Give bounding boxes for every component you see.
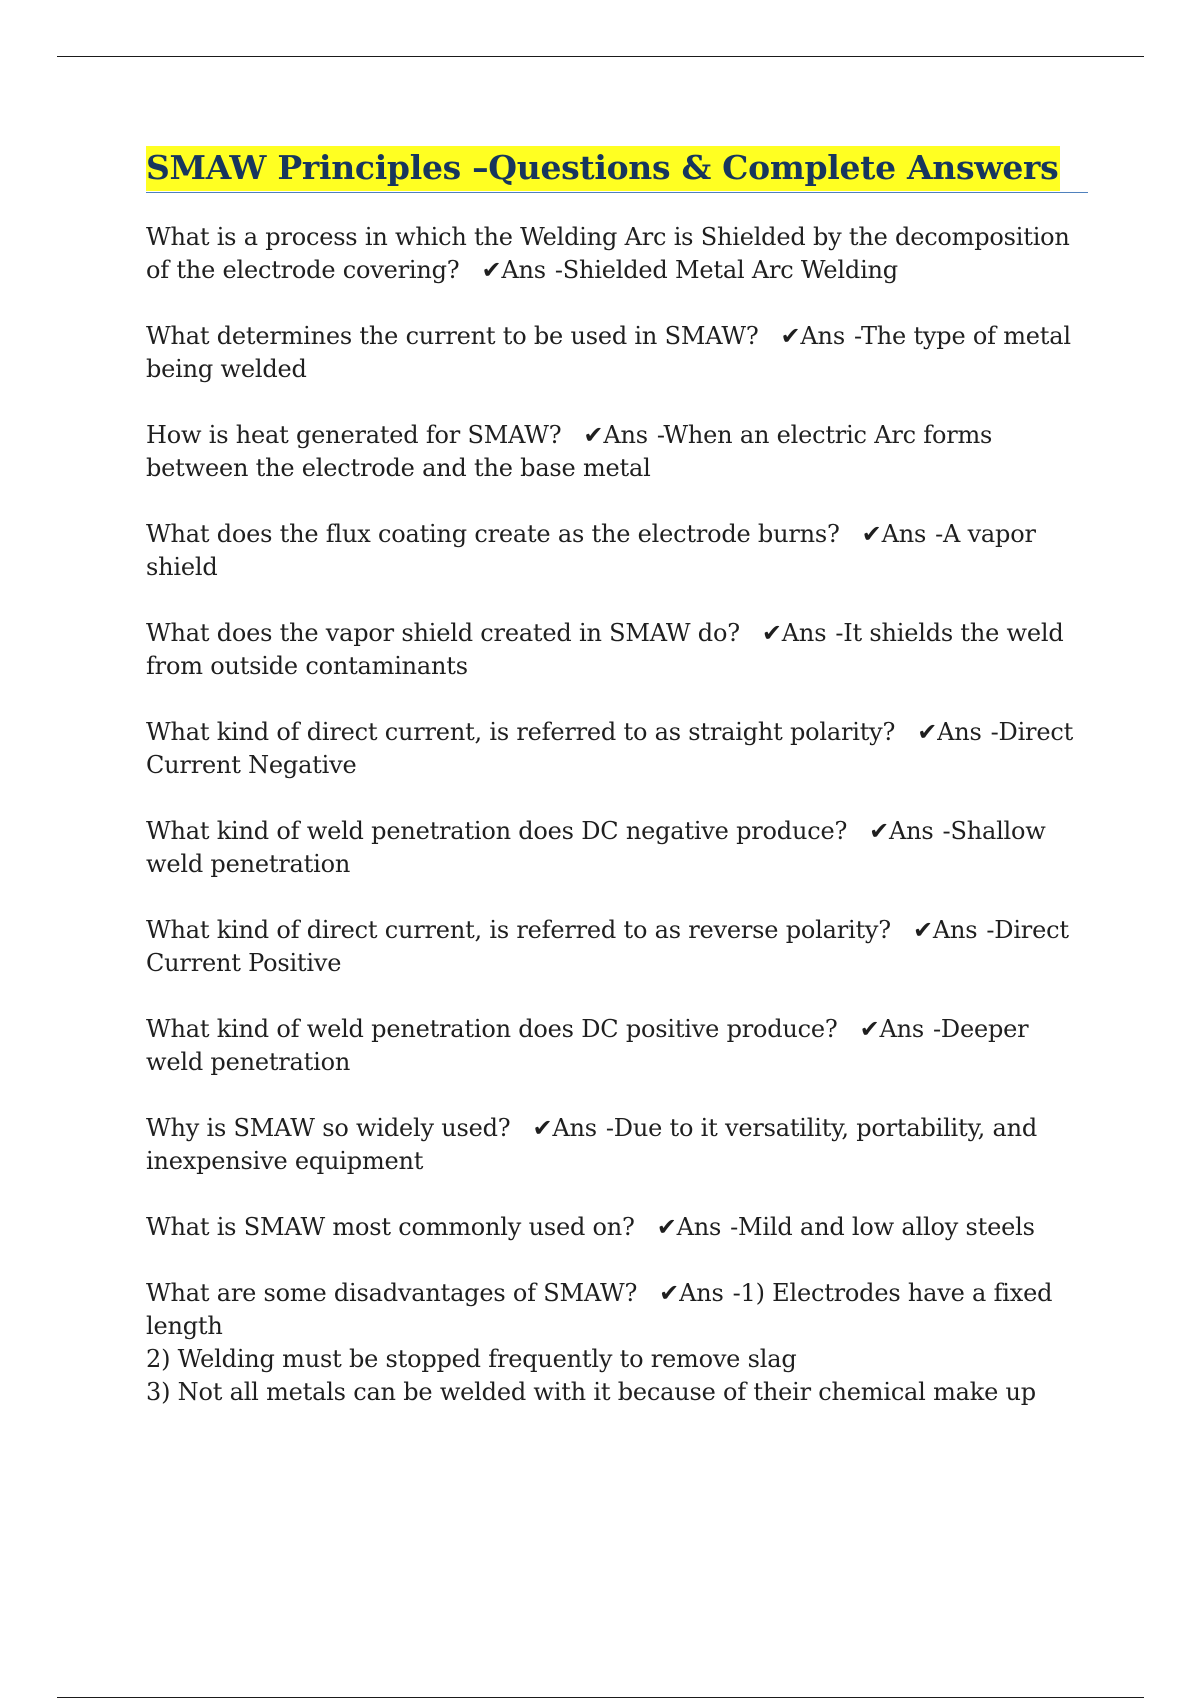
- answer-check-label: ✔Ans: [917, 718, 982, 746]
- question-text: What kind of direct current, is referred to as straight polarity?: [146, 718, 896, 746]
- question-text: What determines the current to be used in SMAW?: [146, 322, 759, 350]
- answer-check-label: ✔Ans: [869, 817, 934, 845]
- answer-check-label: ✔Ans: [481, 256, 546, 284]
- answer-continuation-line: 2) Welding must be stopped frequently to remove slag: [146, 1345, 797, 1373]
- answer-check-label: ✔Ans: [861, 520, 927, 548]
- answer-text: -Due to it versatility, portability, and inexpensive equipment: [146, 1114, 1038, 1175]
- question-text: What are some disadvantages of SMAW?: [146, 1279, 638, 1307]
- qa-item: [146, 1211, 1088, 1244]
- document-title: SMAW Principles –Questions & Complete Answers: [146, 148, 1059, 187]
- answer-text: -Shallow weld penetration: [146, 817, 1046, 878]
- question-text: What does the vapor shield created in SMAW do?: [146, 619, 740, 647]
- answer-check-label: ✔Ans: [780, 322, 845, 350]
- page-top-rule: [57, 56, 1144, 57]
- qa-item: [146, 1112, 1088, 1178]
- answer-continuation-line: 3) Not all metals can be welded with it because of their chemical make up: [146, 1378, 1036, 1406]
- qa-item: [146, 419, 1088, 485]
- answer-check-label: ✔Ans: [583, 421, 648, 449]
- qa-item: [146, 221, 1088, 287]
- qa-list: [146, 221, 1088, 1409]
- answer-check-label: ✔Ans: [659, 1279, 724, 1307]
- question-text: What is SMAW most commonly used on?: [146, 1213, 635, 1241]
- answer-text: -It shields the weld from outside contaminants: [146, 619, 1064, 680]
- qa-item: [146, 320, 1088, 386]
- answer-check-label: ✔Ans: [656, 1213, 722, 1241]
- answer-check-label: ✔Ans: [859, 1015, 925, 1043]
- answer-text: -Direct Current Negative: [146, 718, 1074, 779]
- answer-text: -Shielded Metal Arc Welding: [554, 256, 898, 284]
- answer-text: -When an electric Arc forms between the electrode and the base metal: [146, 421, 993, 482]
- answer-check-label: ✔Ans: [532, 1114, 597, 1142]
- qa-item: [146, 617, 1088, 683]
- title-highlight: [146, 146, 1060, 191]
- answer-text: -Deeper weld penetration: [146, 1015, 1029, 1076]
- answer-text: -Direct Current Positive: [146, 916, 1069, 977]
- page-bottom-rule: [57, 1697, 1144, 1698]
- document-body: [146, 146, 1088, 1442]
- question-text: What does the flux coating create as the electrode burns?: [146, 520, 840, 548]
- question-text: What kind of weld penetration does DC negative produce?: [146, 817, 848, 845]
- title-underline: [146, 192, 1088, 193]
- answer-check-label: ✔Ans: [912, 916, 978, 944]
- qa-item: [146, 1013, 1088, 1079]
- qa-item: [146, 518, 1088, 584]
- question-text: What kind of weld penetration does DC positive produce?: [146, 1015, 838, 1043]
- answer-text: -1) Electrodes have a fixed length: [146, 1279, 1053, 1340]
- question-text: How is heat generated for SMAW?: [146, 421, 562, 449]
- answer-text: -The type of metal being welded: [146, 322, 1071, 383]
- qa-item: [146, 1277, 1088, 1409]
- qa-item: [146, 815, 1088, 881]
- qa-item: [146, 914, 1088, 980]
- question-text: What is a process in which the Welding Arc is Shielded by the decomposition of the electrode covering?: [146, 223, 1070, 284]
- answer-text: -Mild and low alloy steels: [730, 1213, 1035, 1241]
- answer-check-label: ✔Ans: [761, 619, 827, 647]
- answer-text: -A vapor shield: [146, 520, 1036, 581]
- question-text: What kind of direct current, is referred to as reverse polarity?: [146, 916, 891, 944]
- qa-item: [146, 716, 1088, 782]
- question-text: Why is SMAW so widely used?: [146, 1114, 511, 1142]
